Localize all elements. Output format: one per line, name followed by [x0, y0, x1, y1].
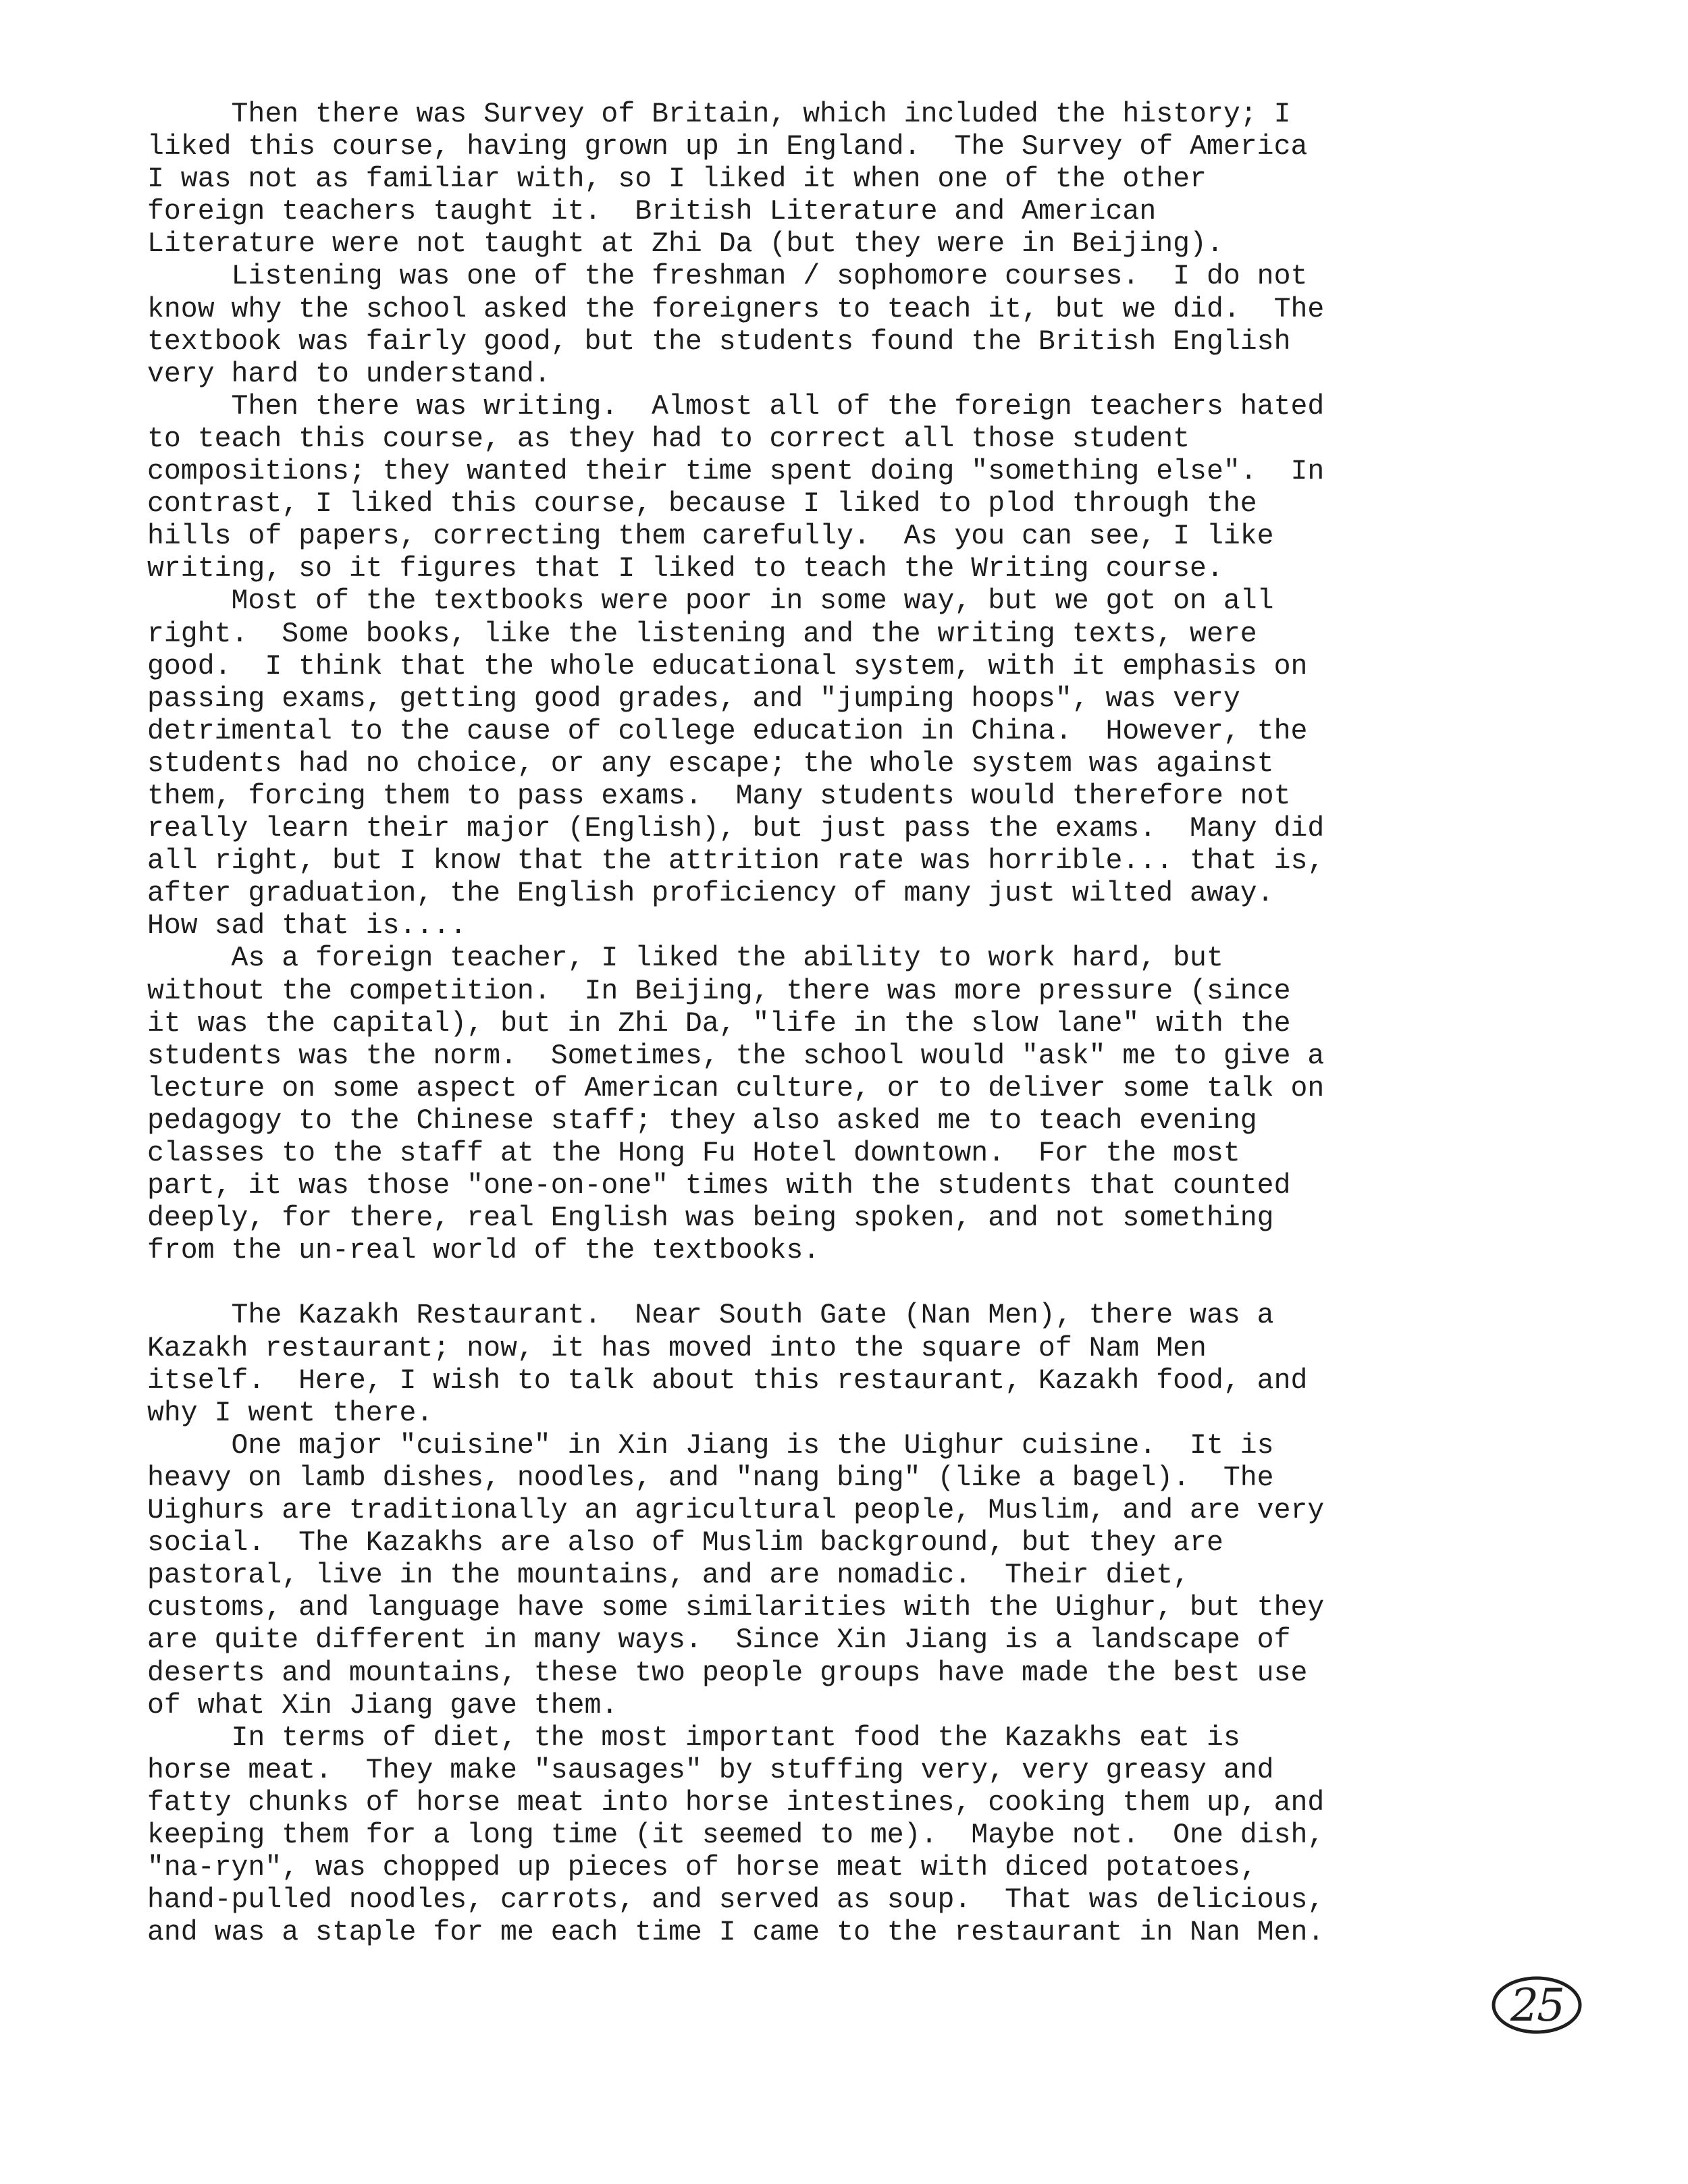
- paragraph-survey-of-britain: Then there was Survey of Britain, which included the history; I liked this course, having grown up in England. The Survey of America I was not as familiar with, so I liked it when one of the other foreign teachers taught it. British Literature and American Literature were not taught at Zhi Da (but they were in Beijing).: [147, 99, 1308, 261]
- document-body: [147, 99, 1572, 1949]
- paragraph-uighur-cuisine: One major "cuisine" in Xin Jiang is the Uighur cuisine. It is heavy on lamb dishes, noodles, and "nang bing" (like a bagel). The Uighurs are traditionally an agricultural people, Muslim, and are very social. The Kazakhs are also of Muslim background, but they are pastoral, live in the mountains, and are nomadic. Their diet, customs, and language have some similarities with the Uighur, but they are quite different in many ways. Since Xin Jiang is a landscape of deserts and mountains, these two people groups have made the best use of what Xin Jiang gave them.: [147, 1429, 1325, 1722]
- paragraph-listening: Listening was one of the freshman / sophomore courses. I do not know why the school asked the foreigners to teach it, but we did. The textbook was fairly good, but the students found the British English very hard to understand.: [147, 261, 1325, 390]
- paragraph-kazakh-diet: In terms of diet, the most important food the Kazakhs eat is horse meat. They make "sausages" by stuffing very, very greasy and fatty chunks of horse meat into horse intestines, cooking them up, and keeping them for a long time (it seemed to me). Maybe not. One dish, "na-ryn", was chopped up pieces of horse meat with diced potatoes, hand-pulled noodles, carrots, and served as soup. That was delicious, and was a staple for me each time I came to the restaurant in Nan Men.: [147, 1722, 1325, 1949]
- paragraph-foreign-teacher: As a foreign teacher, I liked the ability to work hard, but without the competition. In Beijing, there was more pressure (since it was the capital), but in Zhi Da, "life in the slow lane" with the students was the norm. Sometimes, the school would "ask" me to give a lecture on some aspect of American culture, or to deliver some talk on pedagogy to the Chinese staff; they also asked me to teach evening classes to the staff at the Hong Fu Hotel downtown. For the most part, it was those "one-on-one" times with the students that counted deeply, for there, real English was being spoken, and not something from the un-real world of the textbooks.: [147, 942, 1325, 1267]
- page-number-label: 25: [1510, 1979, 1563, 2031]
- paragraph-writing: Then there was writing. Almost all of the foreign teachers hated to teach this course, as they had to correct all those student compositions; they wanted their time spent doing "something else". In contrast, I liked this course, because I liked to plod through the hills of papers, correcting them carefully. As you can see, I like writing, so it figures that I liked to teach the Writing course.: [147, 390, 1325, 585]
- section-break: [147, 1267, 1572, 1300]
- paragraph-textbooks: Most of the textbooks were poor in some way, but we got on all right. Some books, like the listening and the writing texts, were good. I think that the whole educational system, with it emphasis on passing exams, getting good grades, and "jumping hoops", was very detrimental to the cause of college education in China. However, the students had no choice, or any escape; the whole system was against them, forcing them to pass exams. Many students would therefore not really learn their major (English), but just pass the exams. Many did all right, but I know that the attrition rate was horrible... that is, after graduation, the English proficiency of many just wilted away. How sad that is....: [147, 585, 1325, 942]
- page-number: [1489, 1973, 1584, 2037]
- paragraph-kazakh-restaurant: The Kazakh Restaurant. Near South Gate (Nan Men), there was a Kazakh restaurant; now, it has moved into the square of Nam Men itself. Here, I wish to talk about this restaurant, Kazakh food, and why I went there.: [147, 1300, 1308, 1429]
